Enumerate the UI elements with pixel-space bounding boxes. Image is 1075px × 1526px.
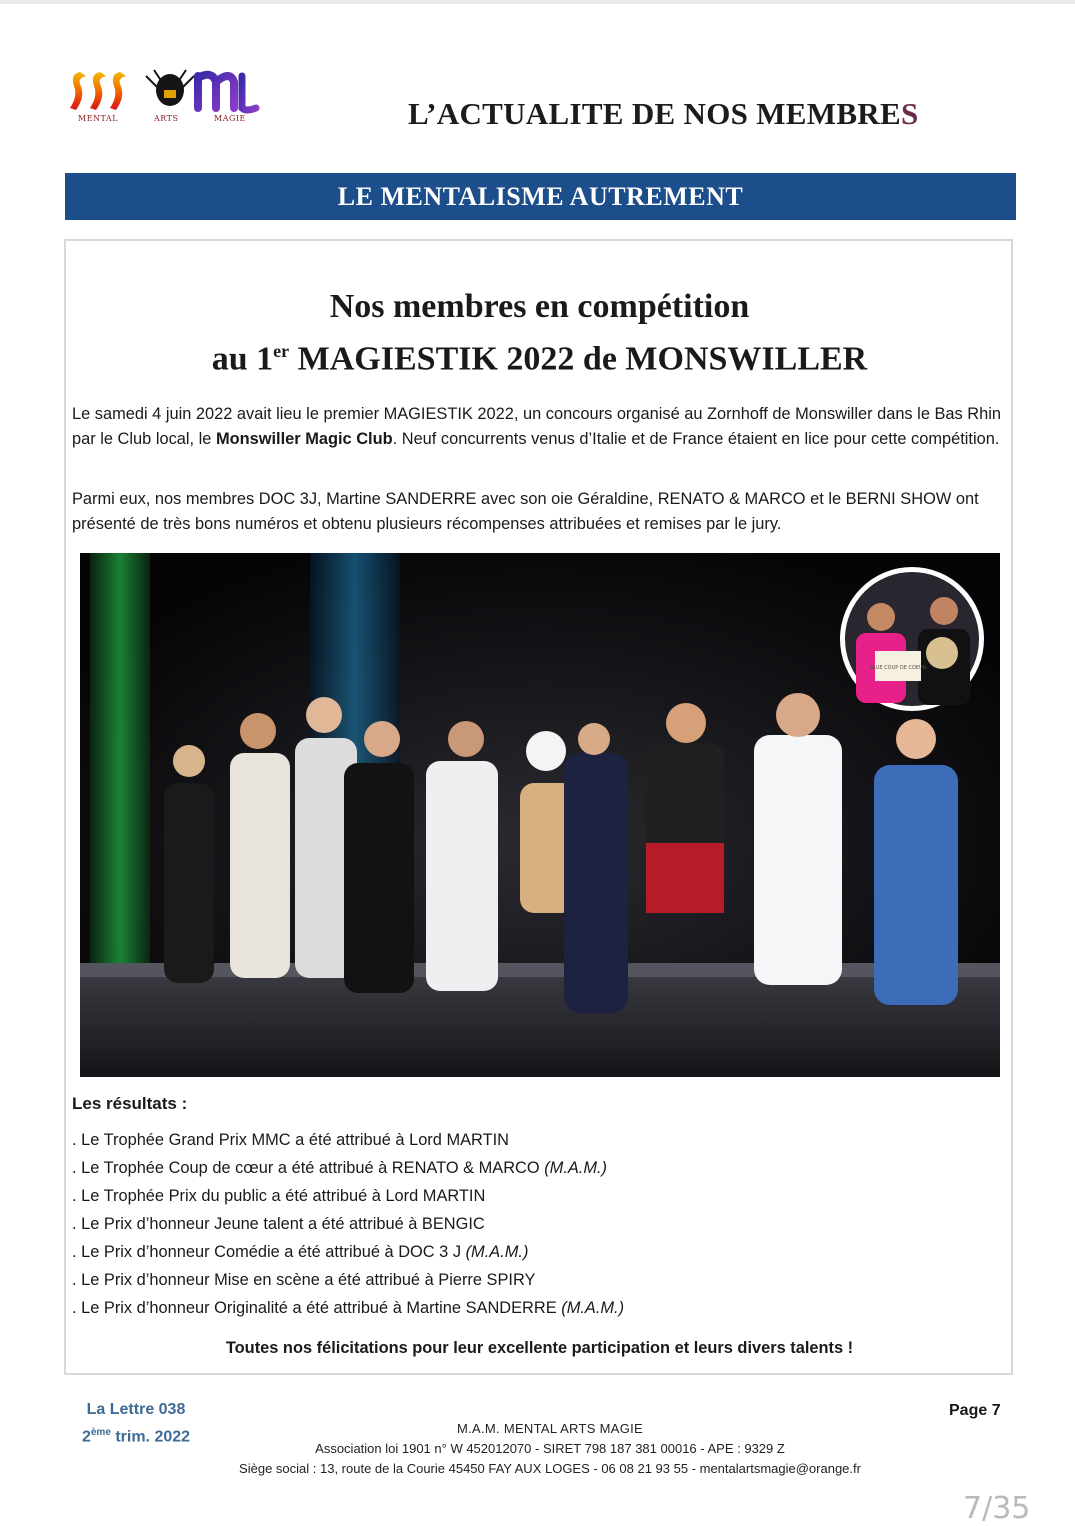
club-name: Monswiller Magic Club — [215, 429, 393, 448]
logo-caption-magie: MAGIE — [214, 114, 246, 123]
congratulations-text: Toutes nos félicitations pour leur excellente participation et leurs divers talents ! — [225, 1339, 854, 1357]
result-text: . Le Trophée Prix du public a été attribué à Lord MARTIN — [72, 1187, 486, 1205]
headline-line-1: Nos membres en compétition — [329, 288, 750, 325]
section-title-main: L’ACTUALITE DE NOS MEMBRE — [408, 96, 901, 131]
banner — [65, 173, 1016, 220]
quarter-ordinal: ème — [90, 1427, 111, 1438]
article-headline — [66, 284, 1013, 381]
logo-caption-mental: MENTAL — [78, 114, 119, 123]
article-paragraph-1 — [72, 402, 1012, 451]
inset-winners-photo — [840, 567, 984, 711]
headline-suffix: MAGIESTIK 2022 de MONSWILLER — [289, 340, 868, 378]
results-title: Les résultats : — [72, 1094, 188, 1113]
result-text: . Le Prix d’honneur Jeune talent a été attribué à BENGIC — [72, 1215, 485, 1233]
result-tag: (M.A.M.) — [544, 1159, 608, 1177]
banner-title: LE MENTALISME AUTREMENT — [337, 181, 744, 211]
mam-logo-mark — [66, 68, 272, 114]
logo-caption-arts: ARTS — [154, 114, 179, 123]
section-title-last-letter: S — [900, 96, 919, 131]
footer-address: Siège social : 13, route de la Courie 45450 FAY AUX LOGES - 06 08 21 93 55 - mentalartsmagie@orange.fr — [239, 1461, 861, 1476]
result-item-3 — [72, 1182, 624, 1210]
mam-logo — [66, 68, 272, 128]
result-item-2 — [72, 1154, 624, 1182]
section-title — [408, 96, 968, 132]
result-text: . Le Trophée Coup de cœur a été attribué à RENATO & MARCO — [72, 1159, 545, 1177]
result-item-5 — [72, 1238, 624, 1266]
headline-line-2 — [66, 329, 1013, 381]
headline-prefix: au 1 — [211, 340, 274, 378]
viewer-top-bar — [0, 0, 1075, 4]
results-list — [72, 1126, 624, 1322]
quarter-year: trim. 2022 — [110, 1428, 191, 1446]
footer-legal: Association loi 1901 n° W 452012070 - SIRET 798 187 381 00016 - APE : 9329 Z — [315, 1441, 785, 1456]
quarter-number: 2 — [81, 1428, 91, 1446]
issue-number: La Lettre 038 — [86, 1401, 186, 1418]
stage-photo-illustration — [80, 553, 1000, 1077]
result-text: . Le Prix d’honneur Comédie a été attribué à DOC 3 J — [72, 1243, 466, 1261]
viewer-page-indicator: 7/35 — [963, 1491, 1031, 1526]
result-item-6 — [72, 1266, 624, 1294]
paragraph-1-end: . Neuf concurrents venus d’Italie et de France étaient en lice pour cette compétition. — [392, 429, 1000, 448]
result-item-1 — [72, 1126, 624, 1154]
paragraph-1-start: Le samedi 4 juin 2022 avait lieu le premier MAGIESTIK 2022, un concours organisé au Zornhoff de Monswiller dans le Bas Rhin par le Club local, le — [72, 405, 1002, 448]
page-number: Page 7 — [949, 1402, 1001, 1419]
result-tag: (M.A.M.) — [561, 1299, 625, 1317]
inset-certificate-text: BLUE COUP DE COEUR — [869, 665, 927, 671]
footer-organization: M.A.M. MENTAL ARTS MAGIE — [456, 1421, 644, 1436]
article-paragraph-2: Parmi eux, nos membres DOC 3J, Martine SANDERRE avec son oie Géraldine, RENATO & MARCO et le BERNI SHOW ont présenté de très bons numéros et obtenu plusieurs récompenses attribuées et remises par le jury. — [72, 490, 979, 533]
result-text: . Le Trophée Grand Prix MMC a été attribué à Lord MARTIN — [72, 1131, 509, 1149]
result-tag: (M.A.M.) — [465, 1243, 529, 1261]
headline-ordinal: er — [273, 341, 290, 361]
result-item-4 — [72, 1210, 624, 1238]
stage-photo — [80, 553, 1000, 1077]
result-text: . Le Prix d’honneur Mise en scène a été attribué à Pierre SPIRY — [72, 1271, 536, 1289]
result-item-7 — [72, 1294, 624, 1322]
result-text: . Le Prix d’honneur Originalité a été attribué à Martine SANDERRE — [72, 1299, 562, 1317]
